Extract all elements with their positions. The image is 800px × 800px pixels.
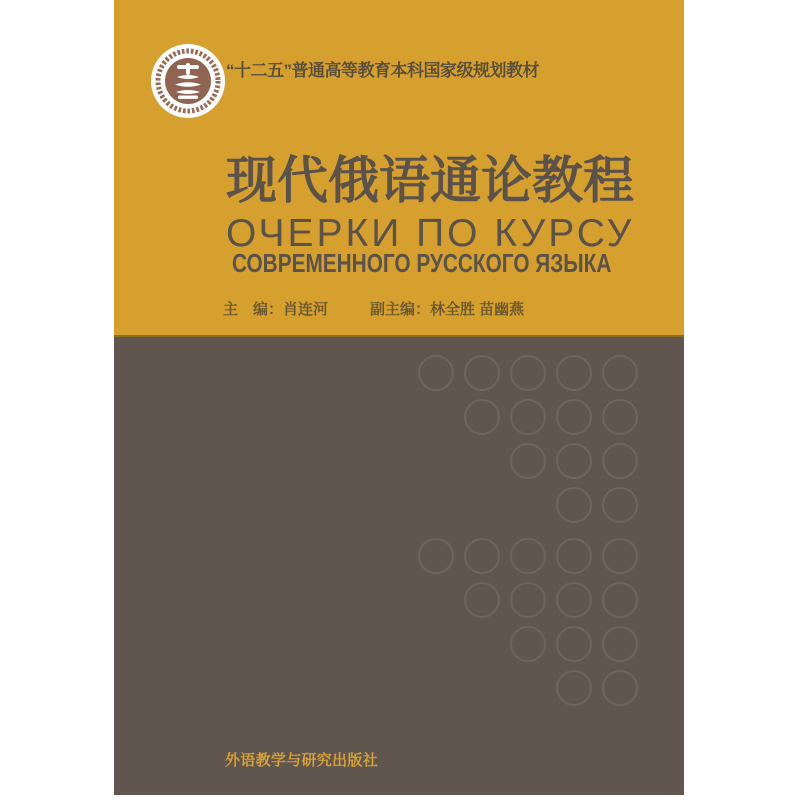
- book-cover: [114, 0, 684, 795]
- book-title-chinese: 现代俄语通论教程: [226, 154, 635, 210]
- book-title-russian-line2: СОВРЕМЕННОГО РУССКОГО ЯЗЫКА: [232, 248, 612, 278]
- plan-seal-icon: [150, 43, 226, 119]
- deputy-editors: 副主编：林全胜 苗幽燕: [370, 301, 525, 318]
- editor-credits: [223, 300, 524, 320]
- book-title-russian-line1: ОЧЕРКИ ПО КУРСУ: [226, 212, 635, 255]
- series-tagline: “十二五”普通高等教育本科国家级规划教材: [226, 61, 539, 80]
- chief-editor: 主 编：肖连河: [223, 301, 329, 318]
- publisher-name: 外语教学与研究出版社: [225, 752, 379, 769]
- band-divider-line: [114, 335, 684, 337]
